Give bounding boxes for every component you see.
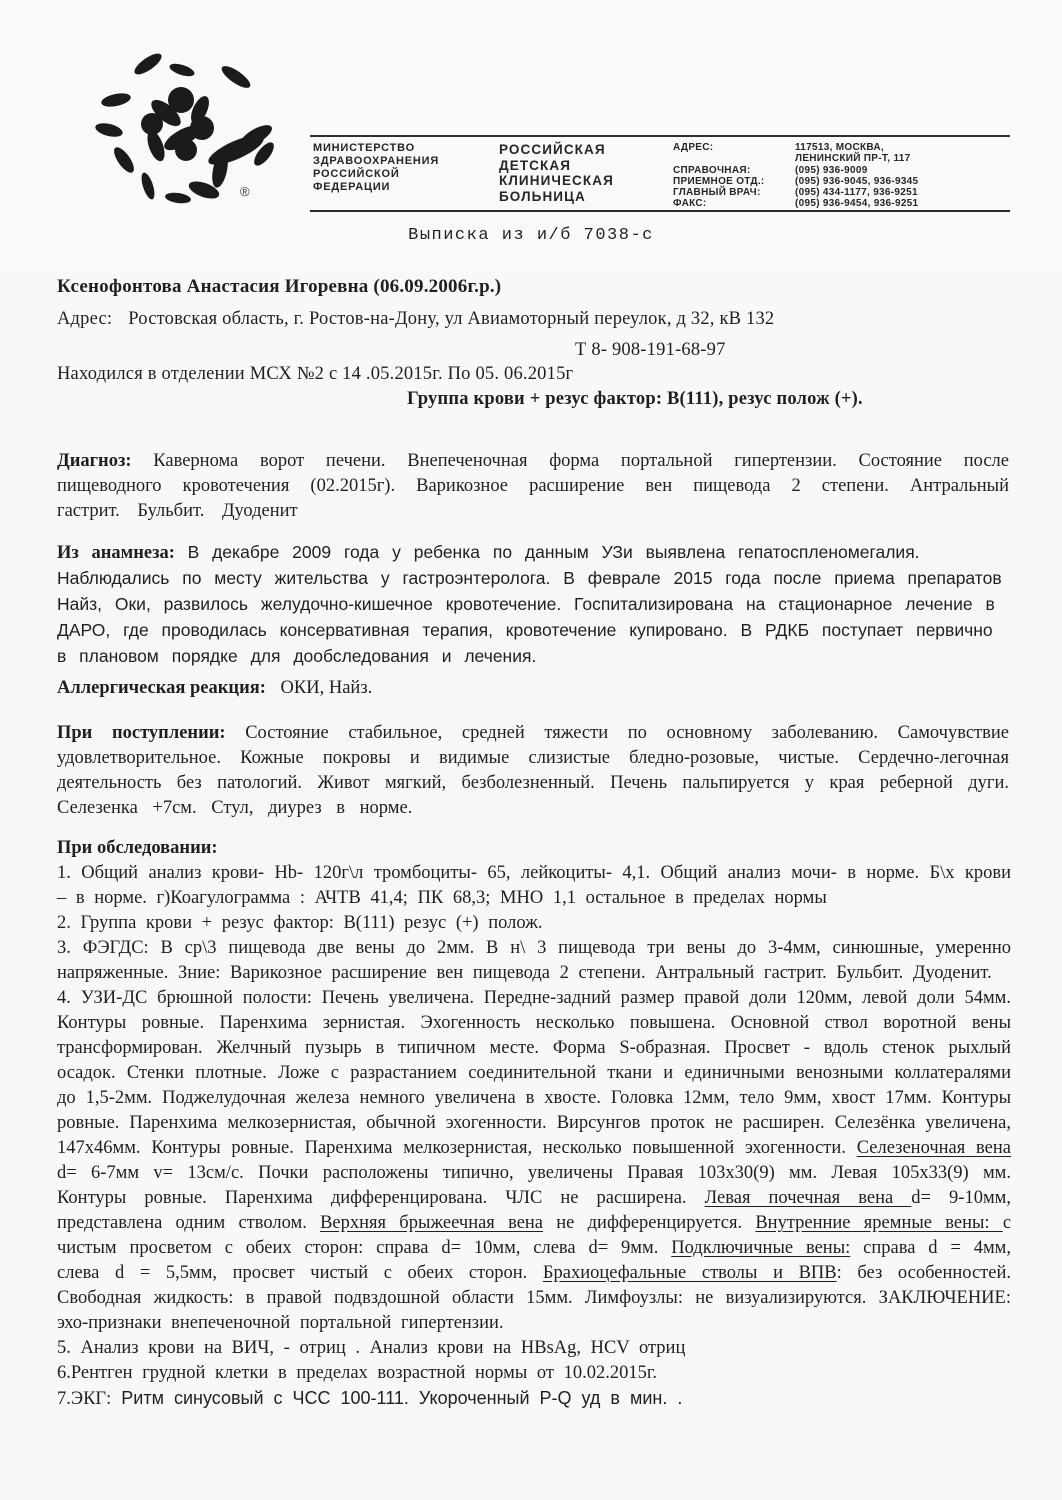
ministry-line: ЗДРАВООХРАНЕНИЯ	[313, 155, 440, 167]
hospital-line: ДЕТСКАЯ	[499, 157, 572, 173]
registered-trademark: ®	[240, 184, 250, 199]
exam-item-blood-group: 2. Группа крови + резус фактор: В(111) резус (+) полож.	[57, 913, 543, 933]
section-allergy	[57, 676, 1009, 701]
hospital-children-logo	[86, 50, 310, 222]
hospital-stay-line: Находился в отделении МСХ №2 с 14 .05.2015г. По 05. 06.2015г	[57, 364, 574, 384]
patient-name: Ксенофонтова Анастасия Игоревна (06.09.2006г.р.)	[57, 276, 502, 297]
contact-row	[673, 198, 1011, 209]
uzi-left-renal-vein: Левая почечная вена	[704, 1188, 912, 1208]
uzi-subclavian-veins: Подключичные вены:	[671, 1238, 851, 1258]
contact-label	[673, 153, 795, 164]
allergy-text: ОКИ, Найз.	[280, 678, 373, 698]
uzi-text: с чистым просветом с обеих сторон: справа d= 10мм, слева d= 9мм.	[57, 1213, 1012, 1258]
contact-value: (095) 936-9009	[795, 164, 868, 176]
exam-item-xray: 6.Рентген грудной клетки в пределах возрастной нормы от 10.02.2015г.	[57, 1363, 657, 1383]
uzi-text: 4. УЗИ-ДС брюшной полости: Печень увеличена. Передне-задний размер правой доли 120мм, левой доли 54мм. Контуры ровные. Паренхима зернистая. Эхогенность несколько повышена. Основной ствол воротной вены трансформирован. Желчный пузырь в типичном месте. Форма S-образная. Просвет - вдоль стенок рыхлый осадок. Стенки плотные. Ложе с разрастанием соединительной ткани и единичными венозными коллатералями до 1,5-2мм. Поджелудочная железа немного увеличена в хвосте. Головка 12мм, тело 9мм, хвост 17мм. Контуры ровные. Паренхима мелкозернистая, обычной эхогенности. Вирсунгов проток не расширен. Селезёнка увеличена, 147х46мм. Контуры ровные. Паренхима мелкозернистая, несколько повышенной эхогенности.	[57, 988, 1011, 1158]
contact-label: ПРИЕМНОЕ ОТД.:	[673, 175, 765, 187]
contact-label: СПРАВОЧНАЯ:	[673, 164, 751, 176]
exam-item-ultrasound	[57, 986, 1011, 1336]
ministry-line: ФЕДЕРАЦИИ	[313, 181, 391, 193]
diagnosis-text: Кавернома ворот печени. Внепеченочная форма портальной гипертензии. Состояние после пищеводного кровотечения (02.2015г). Варикозное расширение вен пищевода 2 степени. Антральный гастрит. Бульбит. Дуоденит	[57, 451, 1009, 521]
anamnesis-label: Из анамнеза:	[57, 543, 175, 563]
ministry-line: РОССИЙСКОЙ	[313, 168, 400, 180]
examination-label	[57, 836, 1011, 861]
section-anamnesis	[57, 540, 1009, 670]
anamnesis-text: В декабре 2009 года у ребенка по данным УЗи выявлена гепатоспленомегалия. Наблюдались по месту жительства у гастроэнтеролога. В феврале 2015 года после приема препаратов Найз, Оки, развилось желудочно-кишечное кровотечение. Госпитализирована на стационарное лечение в ДАРО, где проводилась консервативная терапия, кровотечение купировано. В РДКБ поступает первично в плановом порядке для дообследования и лечения.	[57, 542, 1002, 666]
blood-group-line: Группа крови + резус фактор: В(111), резус полож (+).	[407, 389, 863, 409]
uzi-text: : без особенностей. Свободная жидкость: в правой подвздошной области 15мм. Лимфоузлы: не визуализируются. ЗАКЛЮЧЕНИЕ: эхо-признаки внепеченочной портальной гипертензии.	[57, 1263, 1011, 1333]
section-diagnosis	[57, 449, 1009, 524]
diagnosis-label: Диагноз:	[57, 451, 132, 471]
uzi-text: не дифференцируется.	[543, 1213, 756, 1233]
hospital-name	[499, 142, 667, 204]
contact-row	[673, 153, 1011, 164]
ministry-name	[313, 142, 475, 194]
exam-item-hiv: 5. Анализ крови на ВИЧ, - отриц . Анализ крови на HBsAg, HCV отриц	[57, 1338, 686, 1358]
admission-label: При поступлении:	[57, 723, 226, 743]
uzi-text: справа d = 4мм, слева d = 5,5мм, просвет чистый с обеих сторон.	[57, 1238, 1012, 1283]
uzi-text: d= 6-7мм v= 13см/с. Почки расположены типично, увеличены Правая 103х30(9) мм. Левая 105х33(9) мм. Контуры ровные. Паренхима дифференцирована. ЧЛС не расширена.	[57, 1163, 1011, 1208]
document-title: Выписка из и/б 7038-с	[408, 226, 654, 245]
contact-row	[673, 165, 1011, 176]
admission-text: Состояние стабильное, средней тяжести по основному заболеванию. Самочувствие удовлетворительное. Кожные покровы и видимые слизистые бледно-розовые, чистые. Сердечно-легочная деятельность без патологий. Живот мягкий, безболезненный. Печень пальпируется у края реберной дуги. Селезенка +7см. Стул, диурез в норме.	[57, 723, 1009, 818]
hospital-line: РОССИЙСКАЯ	[499, 142, 606, 157]
uzi-splenic-vein: Селезеночная вена	[856, 1138, 1011, 1158]
section-admission	[57, 721, 1009, 821]
contact-label: ГЛАВНЫЙ ВРАЧ:	[673, 187, 761, 199]
hospital-line: БОЛЬНИЦА	[499, 188, 586, 204]
contact-value: (095) 936-9454, 936-9251	[795, 198, 919, 210]
address-label: Адрес:	[57, 309, 113, 329]
examination-label-text: При обследовании:	[57, 838, 218, 858]
contact-value: (095) 434-1177, 936-9251	[795, 187, 918, 199]
contact-label: АДРЕС:	[673, 142, 714, 153]
contact-row	[673, 142, 1011, 153]
exam-item-fegds: 3. ФЭГДС: В ср\3 пищевода две вены до 2мм. В н\ 3 пищевода три вены до 3-4мм, синюшные, умеренно напряженные. Зние: Варикозное расширение вен пищевода 2 степени. Антральный гастрит. Бульбит. Дуоденит.	[57, 938, 1011, 983]
ministry-line: МИНИСТЕРСТВО	[313, 142, 415, 154]
letterhead-divider-bottom	[310, 210, 1010, 212]
contact-label: ФАКС:	[673, 198, 707, 210]
ecg-label: 7.ЭКГ:	[57, 1389, 112, 1409]
uzi-brachiocephalic: Брахиоцефальные стволы и ВПВ	[542, 1263, 837, 1283]
contact-value: ЛЕНИНСКИЙ ПР-Т, 117	[795, 153, 911, 165]
patient-phone: Т 8- 908-191-68-97	[575, 340, 726, 360]
exam-item-blood-analysis: 1. Общий анализ крови- Hb- 120г\л тромбоциты- 65, лейкоциты- 4,1. Общий анализ мочи- в норме. Б\х крови – в норме. г)Коагулограмма : АЧТВ 41,4; ПК 68,3; МНО 1,1 остальное в пределах нормы	[57, 863, 1011, 908]
contact-value: (095) 936-9045, 936-9345	[795, 175, 919, 187]
exam-item-ecg	[57, 1386, 1011, 1412]
uzi-superior-mesenteric-vein: Верхняя брыжеечная вена	[320, 1213, 544, 1233]
contact-value: 117513, МОСКВА,	[795, 142, 885, 153]
uzi-text: d= 9-10мм, представлена одним стволом.	[57, 1188, 1011, 1233]
allergy-label: Аллергическая реакция:	[57, 678, 266, 698]
address-value: Ростовская область, г. Ростов-на-Дону, ул Авиамоторный переулок, д 32, кВ 132	[128, 309, 775, 329]
uzi-jugular-veins: Внутренние яремные вены:	[755, 1213, 1003, 1233]
contact-info	[673, 142, 1011, 210]
ecg-text: Ритм синусовый с ЧСС 100-111. Укороченный P-Q уд в мин. .	[111, 1388, 683, 1408]
hospital-line: КЛИНИЧЕСКАЯ	[499, 173, 614, 188]
patient-address	[57, 309, 774, 330]
letterhead-divider-top	[310, 135, 1010, 137]
section-examination	[57, 836, 1011, 1412]
letterhead	[313, 142, 1011, 210]
contact-row	[673, 187, 1011, 198]
contact-row	[673, 176, 1011, 187]
